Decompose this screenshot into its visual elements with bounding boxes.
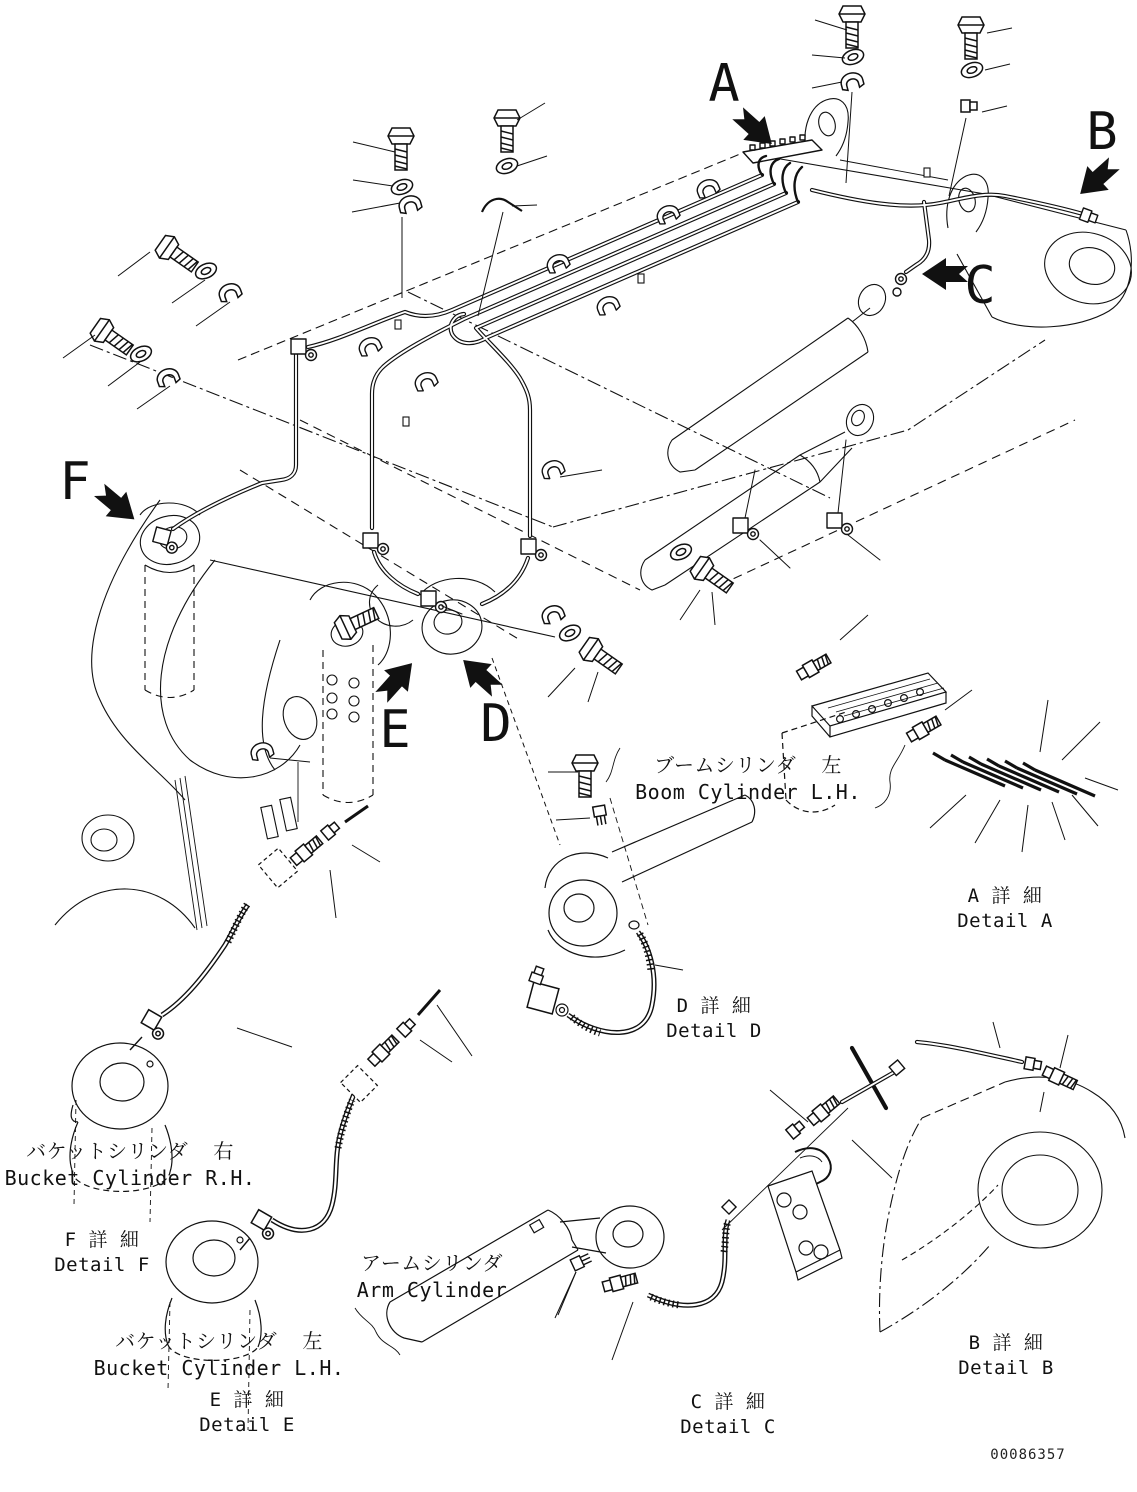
label-detail-b xyxy=(958,1331,1054,1381)
label-detail-a-jp: A 詳 細 xyxy=(967,885,1043,907)
label-detail-d xyxy=(666,994,762,1044)
label-arm-cylinder-en: Arm Cylinder xyxy=(356,1278,508,1302)
detail-b-view xyxy=(879,1022,1125,1332)
label-detail-e-en: Detail E xyxy=(199,1414,295,1436)
label-bucket-cylinder-lh-en: Bucket Cylinder L.H. xyxy=(93,1356,345,1380)
label-detail-f-en: Detail F xyxy=(54,1254,150,1276)
label-bucket-cylinder-lh-jp: バケットシリンダ 左 xyxy=(115,1329,323,1353)
callout-letter-c: C xyxy=(964,256,996,316)
label-detail-c xyxy=(680,1390,776,1440)
label-boom-cylinder-lh-jp: ブームシリンダ 左 xyxy=(654,753,842,777)
label-detail-c-jp: C 詳 細 xyxy=(690,1391,766,1413)
label-detail-b-en: Detail B xyxy=(958,1357,1054,1379)
label-detail-d-jp: D 詳 細 xyxy=(676,995,752,1017)
label-bucket-cylinder-rh-jp: バケットシリンダ 右 xyxy=(26,1139,234,1163)
label-bucket-cylinder-rh xyxy=(5,1138,256,1192)
detail-c-view xyxy=(555,1060,905,1360)
label-bucket-cylinder-rh-en: Bucket Cylinder R.H. xyxy=(4,1166,256,1190)
detail-c-arrow-icon xyxy=(922,258,968,290)
callout-letter-e: E xyxy=(379,700,411,760)
label-detail-b-jp: B 詳 細 xyxy=(968,1332,1044,1354)
label-detail-d-en: Detail D xyxy=(666,1020,762,1042)
label-detail-f xyxy=(54,1228,150,1278)
detail-f-arrow-icon xyxy=(89,478,145,532)
label-bucket-cylinder-lh xyxy=(94,1328,345,1382)
callout-letter-d: D xyxy=(480,694,512,754)
drawing-number: 00086357 xyxy=(990,1447,1066,1463)
label-detail-c-en: Detail C xyxy=(680,1416,776,1438)
callout-letter-b: B xyxy=(1086,102,1118,162)
label-detail-a xyxy=(957,884,1053,934)
callout-letter-f: F xyxy=(59,452,91,512)
label-arm-cylinder xyxy=(357,1250,508,1304)
label-boom-cylinder-lh-en: Boom Cylinder L.H. xyxy=(635,780,861,804)
label-boom-cylinder-lh xyxy=(635,752,861,806)
label-detail-f-jp: F 詳 細 xyxy=(64,1229,140,1251)
label-detail-a-en: Detail A xyxy=(957,910,1053,932)
callout-arrows xyxy=(89,101,1125,708)
label-detail-e xyxy=(199,1388,295,1438)
label-detail-e-jp: E 詳 細 xyxy=(209,1389,285,1411)
detail-a-view xyxy=(782,615,1118,852)
callout-letter-a: A xyxy=(708,54,740,114)
boom-structure xyxy=(55,99,1137,930)
label-arm-cylinder-jp: アームシリンダ xyxy=(360,1251,504,1275)
